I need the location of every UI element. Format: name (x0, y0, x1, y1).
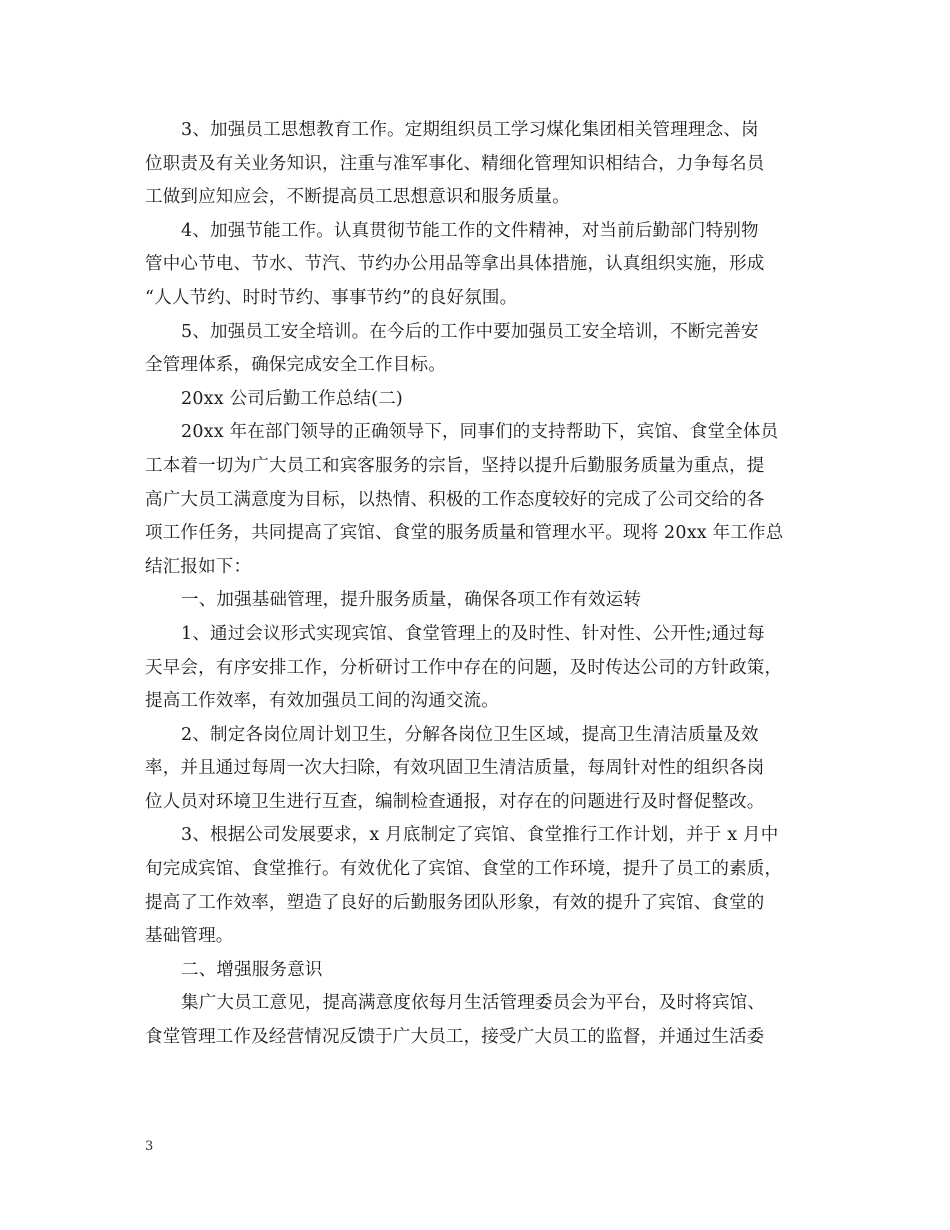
paragraph (145, 954, 805, 988)
text-line: 一、加强基础管理，提升服务质量，确保各项工作有效运转 (181, 590, 642, 611)
text-line: 1、通过会议形式实现宾馆、食堂管理上的及时性、针对性、公开性;通过每 (181, 623, 765, 644)
text-line: 4、加强节能工作。认真贯彻节能工作的文件精神，对当前后勤部门特别物 (181, 220, 759, 241)
text-line: 2、制定各岗位周计划卫生，分解各岗位卫生区域，提高卫生清洁质量及效 (181, 724, 759, 745)
text-line: 集广大员工意见，提高满意度依每月生活管理委员会为平台，及时将宾馆、 (181, 993, 766, 1014)
paragraph (145, 316, 805, 383)
document-body (145, 114, 805, 1055)
text-line: 位人员对环境卫生进行互查，编制检查通报，对存在的问题进行及时督促整改。 (145, 791, 765, 812)
text-line: 基础管理。 (145, 926, 234, 947)
text-line: 3、根据公司发展要求，x 月底制定了宾馆、食堂推行工作计划，并于 x 月中 (181, 825, 779, 846)
text-line: 全管理体系，确保完成安全工作目标。 (145, 355, 446, 376)
text-line: 高广大员工满意度为目标，以热情、积极的工作态度较好的完成了公司交给的各 (145, 489, 765, 510)
text-line: 率，并且通过每周一次大扫除，有效巩固卫生清洁质量，每周针对性的组织各岗 (145, 758, 765, 779)
text-line: 位职责及有关业务知识，注重与准军事化、精细化管理知识相结合，力争每名员 (145, 153, 765, 174)
text-line: 提高工作效率，有效加强员工间的沟通交流。 (145, 691, 499, 712)
paragraph (145, 416, 805, 584)
text-line: 工做到应知应会，不断提高员工思想意识和服务质量。 (145, 187, 570, 208)
text-line: 5、加强员工安全培训。在今后的工作中要加强员工安全培训，不断完善安 (181, 321, 759, 342)
text-line: 项工作任务，共同提高了宾馆、食堂的服务质量和管理水平。现将 20xx 年工作总 (145, 523, 784, 544)
text-line: 20xx 公司后勤工作总结(二) (181, 388, 403, 409)
text-line: 20xx 年在部门领导的正确领导下，同事们的支持帮助下，宾馆、食堂全体员 (181, 422, 779, 443)
text-line: 天早会，有序安排工作，分析研讨工作中存在的问题，及时传达公司的方针政策， (145, 657, 783, 678)
paragraph (145, 819, 805, 953)
text-line: 食堂管理工作及经营情况反馈于广大员工，接受广大员工的监督，并通过生活委 (145, 1027, 765, 1048)
paragraph (145, 584, 805, 618)
page-number: 3 (145, 1139, 154, 1154)
paragraph (145, 987, 805, 1054)
text-line: 旬完成宾馆、食堂推行。有效优化了宾馆、食堂的工作环境，提升了员工的素质， (145, 859, 783, 880)
paragraph (145, 215, 805, 316)
paragraph (145, 114, 805, 215)
text-line: 提高了工作效率，塑造了良好的后勤服务团队形象，有效的提升了宾馆、食堂的 (145, 892, 765, 913)
text-line: 结汇报如下： (145, 556, 252, 577)
paragraph (145, 383, 805, 417)
text-line: “人人节约、时时节约、事事节约”的良好氛围。 (145, 287, 518, 308)
paragraph (145, 618, 805, 719)
text-line: 管中心节电、节水、节汽、节约办公用品等拿出具体措施，认真组织实施，形成 (145, 254, 765, 275)
text-line: 工本着一切为广大员工和宾客服务的宗旨，坚持以提升后勤服务质量为重点，提 (145, 455, 765, 476)
text-line: 3、加强员工思想教育工作。定期组织员工学习煤化集团相关管理理念、岗 (181, 120, 759, 140)
paragraph (145, 719, 805, 820)
text-line: 二、增强服务意识 (181, 959, 323, 980)
